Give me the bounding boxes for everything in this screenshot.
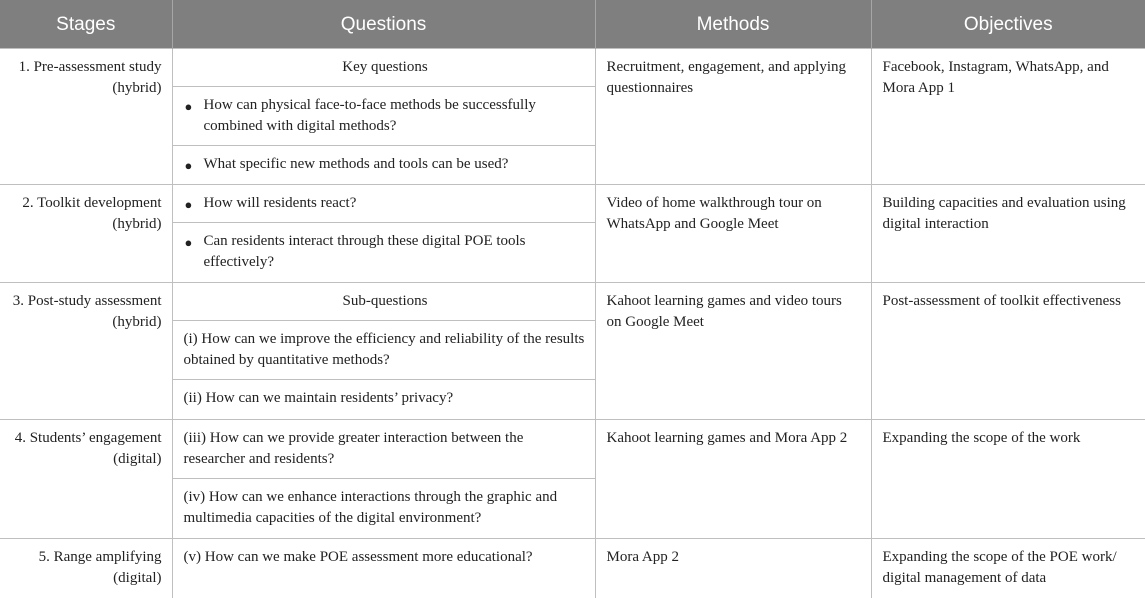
header-row [0, 0, 1145, 49]
stage-cell: 2. Toolkit development (hybrid) [0, 185, 172, 283]
bullet-icon: ● [184, 158, 193, 173]
methods-cell: Video of home walkthrough tour on WhatsApp and Google Meet [595, 185, 871, 283]
stage-cell: 4. Students’ engagement (digital) [0, 420, 172, 539]
question-item [173, 87, 595, 146]
table-row [0, 49, 1145, 185]
question-item: (ii) How can we maintain residents’ privacy? [183, 390, 454, 406]
objectives-cell: Building capacities and evaluation using digital interaction [871, 185, 1145, 283]
questions-subheading: Sub-questions [173, 283, 595, 321]
table-body [0, 49, 1145, 598]
stage-cell: 5. Range amplifying (digital) [0, 539, 172, 598]
question-item: (iii) How can we provide greater interaction between the researcher and residents? [173, 420, 595, 479]
methods-cell: Recruitment, engagement, and applying questionnaires [595, 49, 871, 185]
methods-cell: Kahoot learning games and Mora App 2 [595, 420, 871, 539]
table-header [0, 0, 1145, 49]
question-text: How will residents react? [203, 195, 357, 211]
question-item [173, 185, 595, 223]
question-item: (iv) How can we enhance interactions through the graphic and multimedia capacities of the digital environment? [183, 489, 558, 526]
questions-cell [172, 185, 595, 283]
stage-cell: 3. Post-study assessment (hybrid) [0, 283, 172, 420]
questions-cell [172, 283, 595, 420]
methods-cell: Kahoot learning games and video tours on Google Meet [595, 283, 871, 420]
question-text: How can physical face-to-face methods be successfully combined with digital methods? [203, 97, 536, 134]
table-row [0, 420, 1145, 539]
table-row [0, 539, 1145, 598]
stage-cell: 1. Pre-assessment study (hybrid) [0, 49, 172, 185]
objectives-cell: Facebook, Instagram, WhatsApp, and Mora App 1 [871, 49, 1145, 185]
bullet-icon: ● [184, 197, 193, 212]
header-objectives: Objectives [871, 0, 1145, 49]
bullet-icon: ● [184, 99, 193, 114]
questions-cell [172, 420, 595, 539]
question-item: (v) How can we make POE assessment more educational? [183, 549, 533, 565]
question-text: Can residents interact through these digital POE tools effectively? [203, 233, 526, 270]
table-row [0, 283, 1145, 420]
objectives-cell: Expanding the scope of the POE work/ digital management of data [871, 539, 1145, 598]
question-item: (i) How can we improve the efficiency and reliability of the results obtained by quantitative methods? [173, 321, 595, 380]
objectives-cell: Expanding the scope of the work [871, 420, 1145, 539]
methods-cell: Mora App 2 [595, 539, 871, 598]
header-methods: Methods [595, 0, 871, 49]
questions-cell [172, 49, 595, 185]
questions-subheading: Key questions [173, 49, 595, 87]
objectives-cell: Post-assessment of toolkit effectiveness [871, 283, 1145, 420]
bullet-icon: ● [184, 235, 193, 250]
questions-cell [172, 539, 595, 598]
table-row [0, 185, 1145, 283]
header-questions: Questions [172, 0, 595, 49]
question-item [173, 223, 595, 282]
question-text: What specific new methods and tools can be used? [203, 156, 509, 172]
question-item [173, 146, 595, 184]
header-stages: Stages [0, 0, 172, 49]
